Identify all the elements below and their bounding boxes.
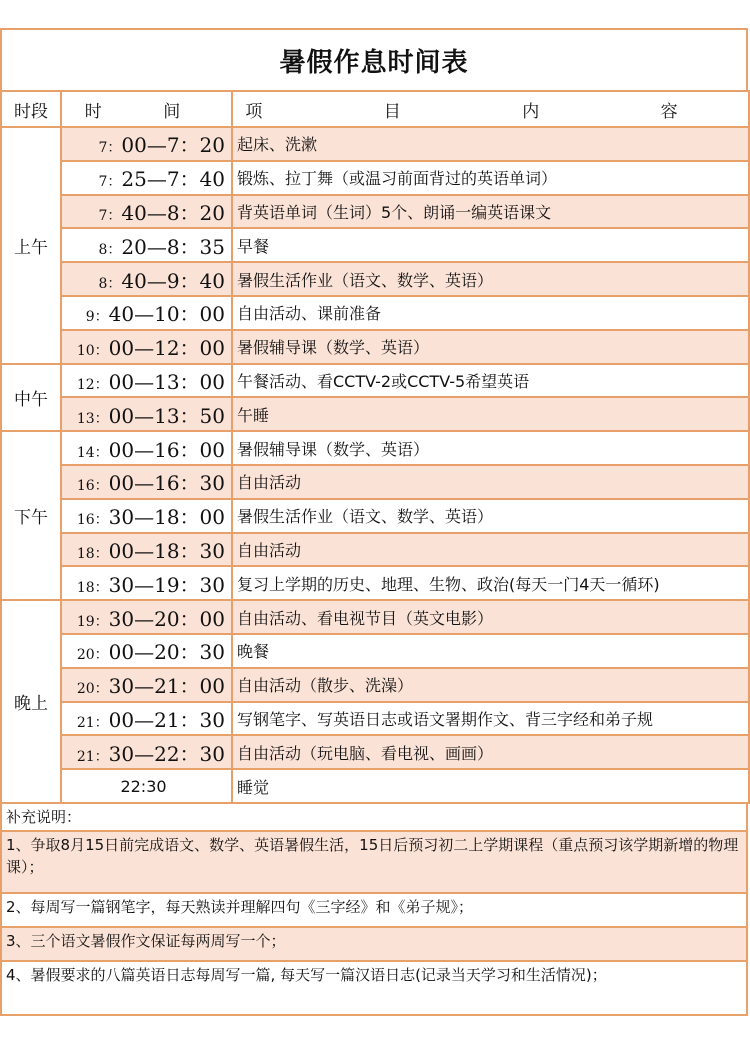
activity-cell: 睡觉 bbox=[232, 769, 749, 803]
note-item: 3、三个语文暑假作文保证每两周写一个； bbox=[2, 928, 746, 962]
time-cell: 18：30—19：30 bbox=[61, 566, 232, 600]
table-row bbox=[1, 735, 749, 769]
note-item: 4、暑假要求的八篇英语日志每周写一篇, 每天写一篇汉语日志(记录当天学习和生活情况)； bbox=[2, 962, 746, 1016]
activity-cell: 早餐 bbox=[232, 228, 749, 262]
activity-cell: 自由活动 bbox=[232, 533, 749, 567]
period-cell: 晚上 bbox=[1, 600, 61, 803]
time-cell: 10：00—12：00 bbox=[61, 330, 232, 364]
note-item: 2、每周写一篇钢笔字，每天熟读并理解四句《三字经》和《弟子规》； bbox=[2, 894, 746, 928]
note-item: 1、争取8月15日前完成语文、数学、英语暑假生活，15日后预习初二上学期课程（重点预习该学期新增的物理课）； bbox=[2, 832, 746, 894]
time-cell: 14：00—16：00 bbox=[61, 431, 232, 465]
header-content: 项 目 内 容 bbox=[232, 91, 749, 127]
activity-cell: 锻炼、拉丁舞（或温习前面背过的英语单词） bbox=[232, 161, 749, 195]
time-cell: 13：00—13：50 bbox=[61, 397, 232, 431]
time-cell: 16：30—18：00 bbox=[61, 499, 232, 533]
time-cell: 9：40—10：00 bbox=[61, 296, 232, 330]
time-cell: 21：30—22：30 bbox=[61, 735, 232, 769]
table-row bbox=[1, 566, 749, 600]
table-header-row bbox=[1, 91, 749, 127]
table-row bbox=[1, 533, 749, 567]
table-row bbox=[1, 161, 749, 195]
table-row bbox=[1, 195, 749, 229]
table-row bbox=[1, 600, 749, 634]
period-cell: 中午 bbox=[1, 364, 61, 432]
activity-cell: 午餐活动、看CCTV-2或CCTV-5希望英语 bbox=[232, 364, 749, 398]
table-row bbox=[1, 499, 749, 533]
time-cell: 20：00—20：30 bbox=[61, 634, 232, 668]
time-cell: 12：00—13：00 bbox=[61, 364, 232, 398]
schedule-table bbox=[0, 90, 750, 804]
activity-cell: 自由活动、课前准备 bbox=[232, 296, 749, 330]
time-cell: 16：00—16：30 bbox=[61, 465, 232, 499]
time-cell: 7：00—7：20 bbox=[61, 127, 232, 161]
time-cell: 20：30—21：00 bbox=[61, 668, 232, 702]
activity-cell: 自由活动、看电视节目（英文电影） bbox=[232, 600, 749, 634]
table-row bbox=[1, 228, 749, 262]
activity-cell: 暑假辅导课（数学、英语） bbox=[232, 330, 749, 364]
header-period: 时段 bbox=[1, 91, 61, 127]
header-time: 时 间 bbox=[61, 91, 232, 127]
table-row bbox=[1, 330, 749, 364]
activity-cell: 晚餐 bbox=[232, 634, 749, 668]
table-row bbox=[1, 397, 749, 431]
table-row bbox=[1, 262, 749, 296]
activity-cell: 午睡 bbox=[232, 397, 749, 431]
schedule-sheet bbox=[0, 28, 748, 1016]
table-row bbox=[1, 127, 749, 161]
activity-cell: 暑假辅导课（数学、英语） bbox=[232, 431, 749, 465]
table-row bbox=[1, 465, 749, 499]
table-row bbox=[1, 364, 749, 398]
table-row bbox=[1, 668, 749, 702]
activity-cell: 写钢笔字、写英语日志或语文署期作文、背三字经和弟子规 bbox=[232, 702, 749, 736]
period-cell: 下午 bbox=[1, 431, 61, 600]
activity-cell: 自由活动 bbox=[232, 465, 749, 499]
table-row bbox=[1, 296, 749, 330]
activity-cell: 自由活动（玩电脑、看电视、画画） bbox=[232, 735, 749, 769]
notes-heading: 补充说明： bbox=[2, 804, 746, 832]
table-row bbox=[1, 431, 749, 465]
table-row bbox=[1, 702, 749, 736]
time-cell: 8：40—9：40 bbox=[61, 262, 232, 296]
table-row bbox=[1, 769, 749, 803]
activity-cell: 暑假生活作业（语文、数学、英语） bbox=[232, 262, 749, 296]
page-title: 暑假作息时间表 bbox=[0, 28, 748, 90]
time-cell: 19：30—20：00 bbox=[61, 600, 232, 634]
time-cell: 8：20—8：35 bbox=[61, 228, 232, 262]
table-row bbox=[1, 634, 749, 668]
activity-cell: 起床、洗漱 bbox=[232, 127, 749, 161]
activity-cell: 暑假生活作业（语文、数学、英语） bbox=[232, 499, 749, 533]
activity-cell: 背英语单词（生词）5个、朗诵一编英语课文 bbox=[232, 195, 749, 229]
time-cell: 21：00—21：30 bbox=[61, 702, 232, 736]
time-cell: 22:30 bbox=[61, 769, 232, 803]
period-cell: 上午 bbox=[1, 127, 61, 364]
notes-section bbox=[0, 804, 748, 1016]
time-cell: 7：25—7：40 bbox=[61, 161, 232, 195]
activity-cell: 复习上学期的历史、地理、生物、政治(每天一门4天一循环) bbox=[232, 566, 749, 600]
time-cell: 7：40—8：20 bbox=[61, 195, 232, 229]
time-cell: 18：00—18：30 bbox=[61, 533, 232, 567]
activity-cell: 自由活动（散步、洗澡） bbox=[232, 668, 749, 702]
